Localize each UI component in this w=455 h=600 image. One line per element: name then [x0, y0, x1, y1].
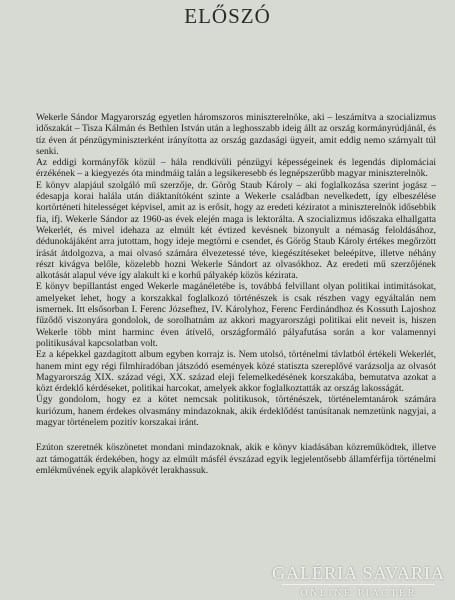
foreword-text [36, 112, 436, 476]
paragraph-7: Ezúton szeretnék köszönetet mondani mindazoknak, akik e könyv kiadásában közreműködtek, illetve azt támogatták érdekében, hogy az elmúlt másfél évszázad egyik legjelentősebb államférfija történelmi emlékművének egyik alapkövét lerakhassuk. [36, 442, 436, 476]
paragraph-2: Az eddigi kormányfők közül – hála rendkívüli pénzügyi képességeinek és legendás diplomáciai érzékének – a kiegyezés óta mindmáig talán a legsikeresebb és legnépszerűbb magyar miniszterelnök. [36, 157, 436, 180]
paragraph-5: Ez a képekkel gazdagított album egyben korrajz is. Nem utolsó, történelmi távlatból értékeli Wekerlét, hanem mint egy régi filmhíradóban játszódó események közé statiszta szereplővé varázsolja az olvasót Magyarország XIX. század végi, XX. század eleji felemelkedésének korszakába, bemutatva azokat a közt érdeklő kérdéseket, politikai harcokat, amelyek akkor foglalkoztatták az ország lakosságát. [36, 349, 436, 395]
watermark-brand: GALÉRIA SAVARIA [272, 563, 445, 583]
watermark-divider [282, 584, 435, 585]
paragraph-6: Úgy gondolom, hogy ez a kötet nemcsak politikusok, történészek, történelemtanárok számára kuriózum, hanem érdekes olvasmány mindazoknak, akik érdeklődést tanúsítanak nemzetünk nagyjai, a magyar történelem pozitív korszakai iránt. [36, 394, 436, 429]
watermark-tagline: ONLINE PIACTÉR [300, 588, 417, 599]
watermark-logo [272, 562, 445, 600]
page-title: ELŐSZÓ [184, 4, 271, 28]
paragraph-4: E könyv bepillantást enged Wekerle magánéletébe is, továbbá felvillant olyan politikai intimitásokat, amelyeket lehet, hogy a korszakkal foglalkozó történészek is csak részben vagy egyáltalán nem ismernek. Itt elsősorban I. Ferenc Józsefhez, IV. Károlyhoz, Ferenc Ferdinándhoz és Kossuth Lajoshoz fűződő viszonyára gondolok, de sorolhatnám az akkori magyarországi politikai elit neveit is, hiszen Wekerle több mint harminc éven átívelő, országformáló pályafutása során a kor valamennyi politikusával kapcsolatban volt. [36, 281, 436, 349]
paragraph-3: E könyv alapjául szolgáló mű szerzője, dr. Görög Staub Károly – aki foglalkozása szerint jogász – édesapja korai halála után diáktanítóként szinte a Wekerle családban nevelkedett, így elbeszélése kortörténeti hitelességet képvisel, amit az is erősít, hogy az eredeti kéziratot a miniszterelnök idősebbik fia, ifj. Wekerle Sándor az 1960-as évek elején maga is lektorálta. A szocializmus időszaka elhallgatta Wekerlét, és mivel idehaza az elmúlt két évtized kevésnek bizonyult a némaság feloldásához, dédunokájáként arra jutottam, hogy ideje megtörni e csendet, és Görög Staub Károly értékes megőrzött írását átdolgozva, a mai olvasó számára élvezetessé téve, kiegészítéseket beleépítve, illetve néhány részt kivágva belőle, közelebb hozni Wekerle Sándort az olvasókhoz. Az eredeti mű szerzőjének alkotását alapul véve így alakult ki e korhű pályakép közös kézirata. [36, 179, 436, 282]
paragraph-1: Wekerle Sándor Magyarország egyetlen háromszoros miniszterelnöke, aki – leszámítva a szocializmus időszakát – Tisza Kálmán és Bethlen István után a leghosszabb ideig állt az ország kormányrúdjánál, és tíz éven át pénzügyminiszterként irányította az ország gazdasági ügyeit, amit eddig nemo szárnyalt túl senki. [36, 112, 436, 157]
